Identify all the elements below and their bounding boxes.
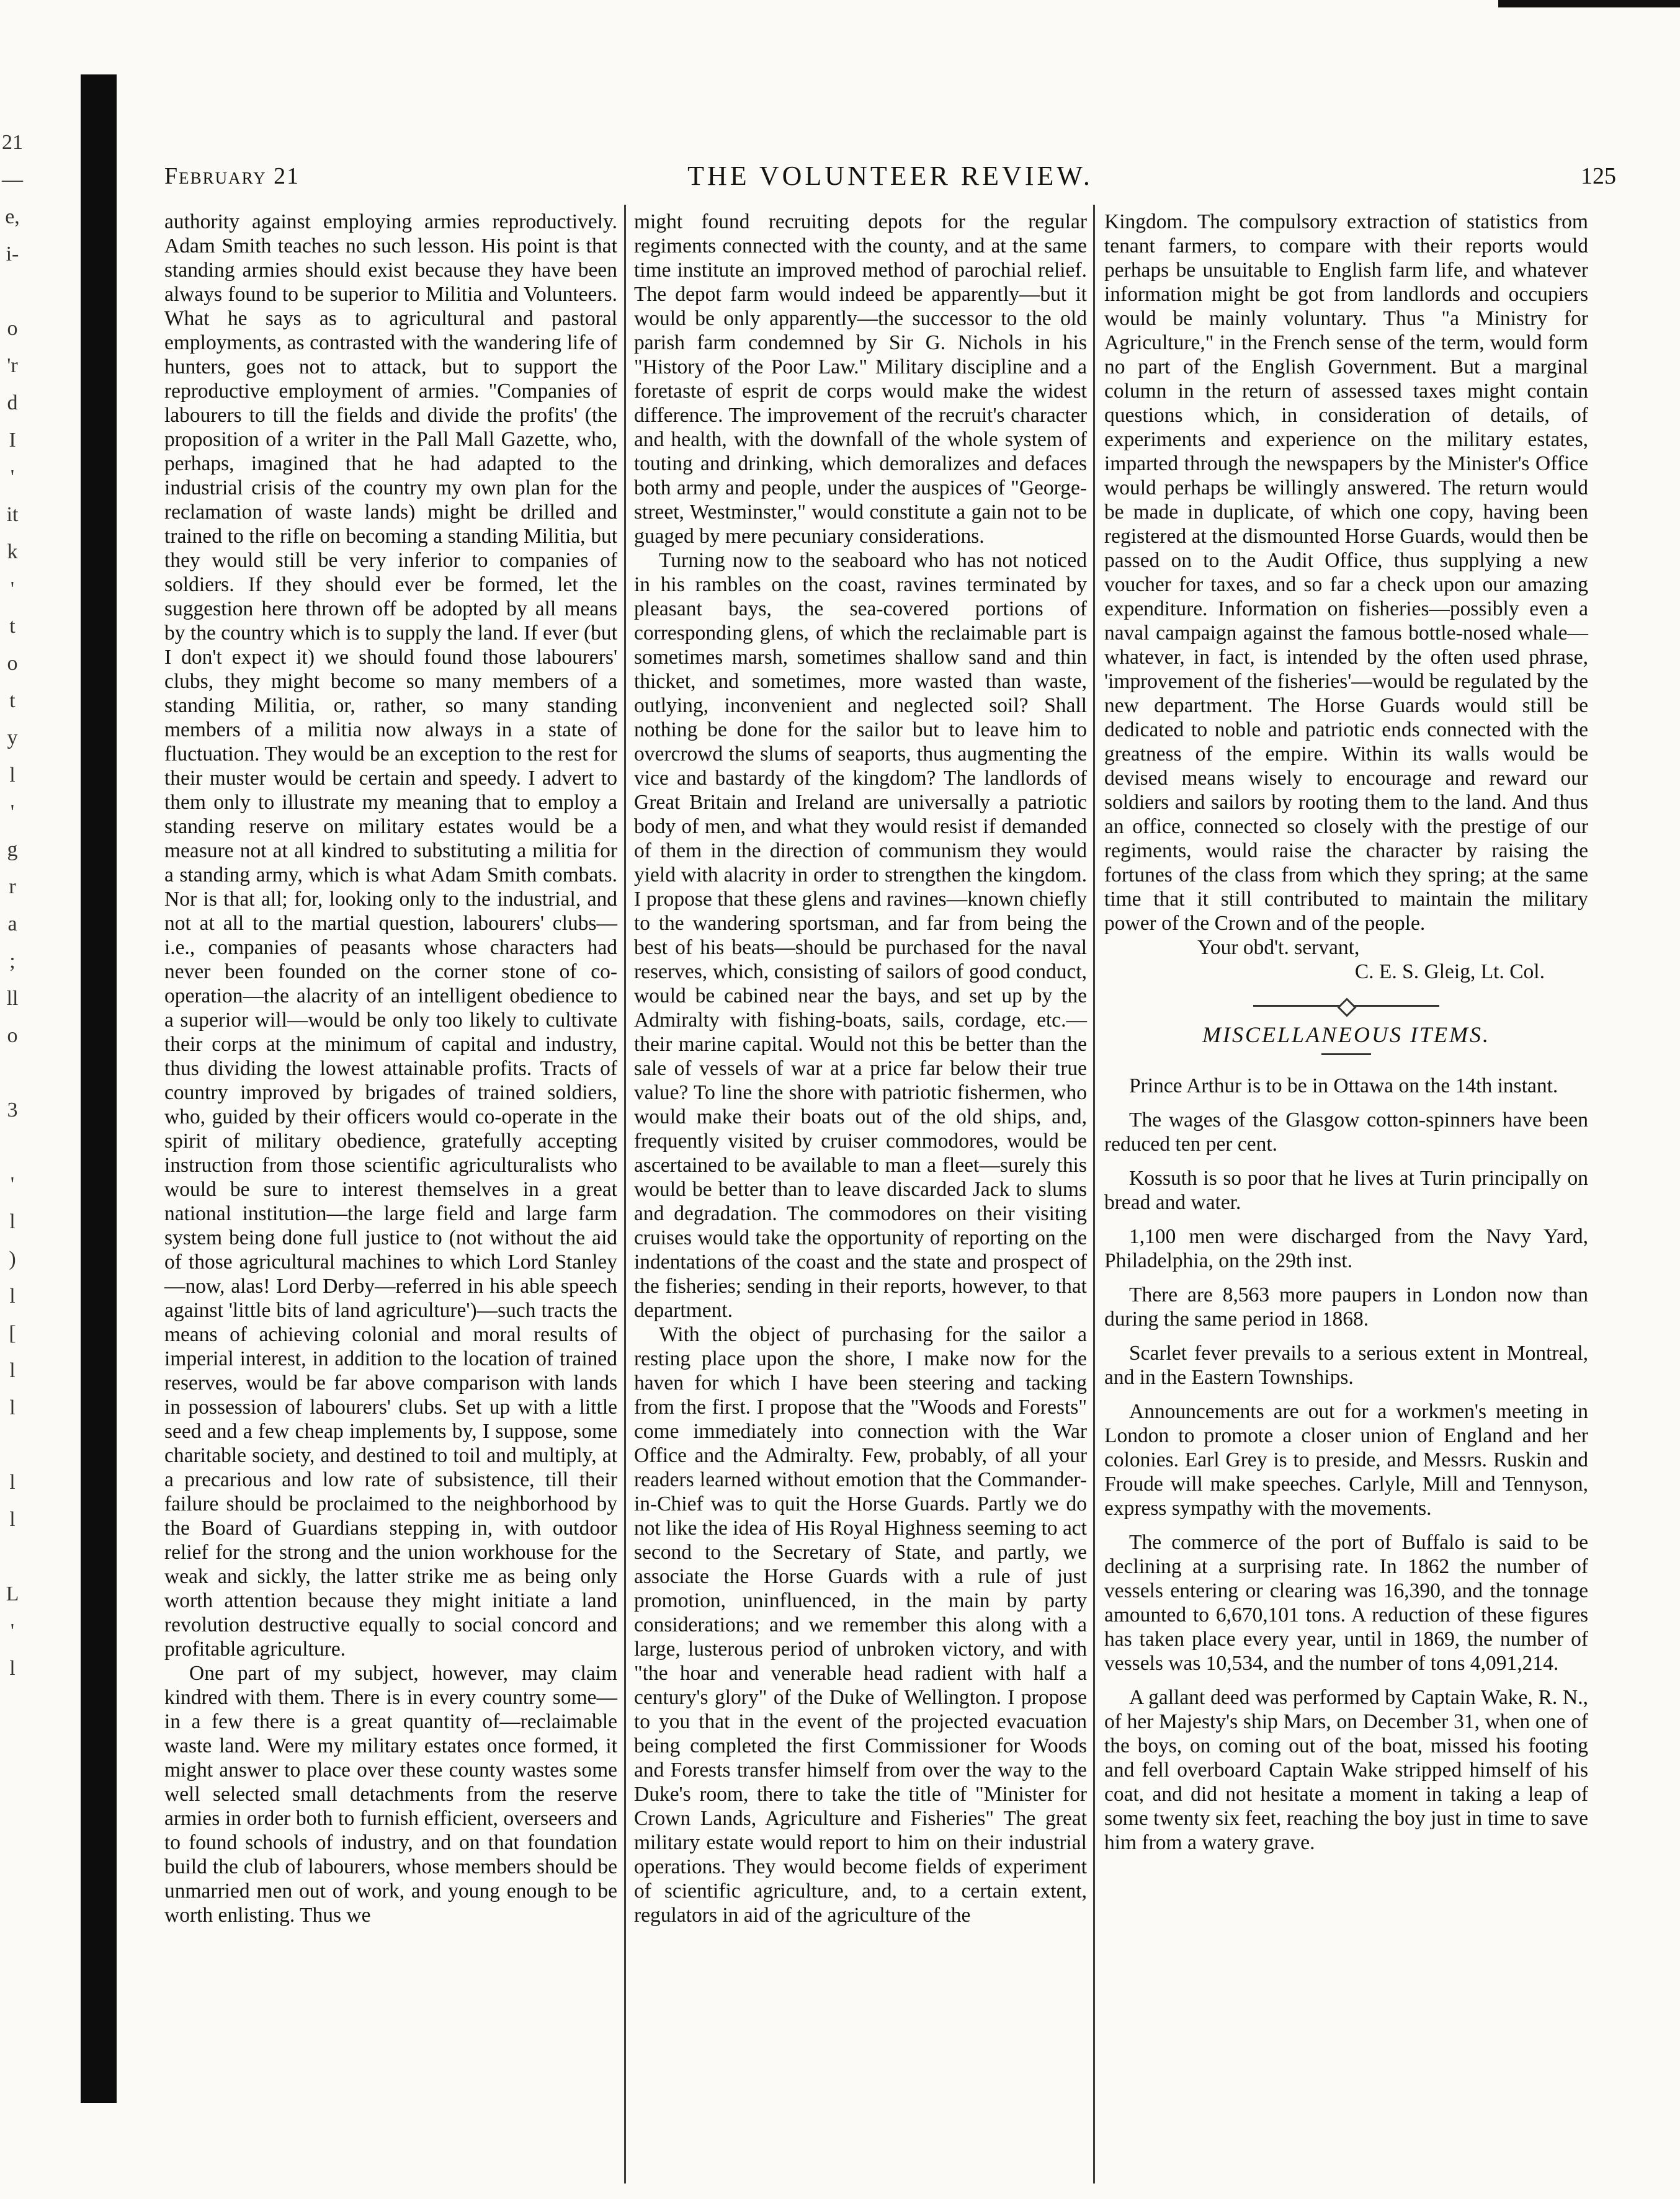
news-item: The commerce of the port of Buffalo is said to be declining at a surprising rate. In 1862 the number of vessels entering or clearing was 16,390, and the tonnage amounted to 6,670,101 tons. A reduction of these figures has taken place every year, until in 1869, the number of vessels was 10,534, and the number of tons 4,091,214. (1104, 1531, 1588, 1675)
margin-char: i- (6, 243, 19, 265)
margin-char (0, 273, 25, 310)
paragraph: One part of my subject, however, may claim kindred with them. There is in every country some—in a few there is a great quantity of—reclaimable waste land. Were my military estates once formed, it might answer to place over these county wastes some well selected small detachments from the reserve armies in order both to furnish efficient, overseers and to found schools of industry, and on that foundation build the club of labourers, whose members should be unmarried men out of work, and young enough to be worth enlisting. Thus we (164, 1662, 617, 1927)
column-3 (1104, 210, 1588, 2182)
section-title: MISCELLANEOUS ITEMS. (1202, 1022, 1490, 1047)
margin-char: l (9, 1508, 16, 1531)
news-item: The wages of the Glasgow cotton-spinners have been reduced ten per cent. (1104, 1108, 1588, 1156)
top-rule (1498, 0, 1680, 7)
page-header (164, 160, 1616, 197)
margin-char (0, 1055, 25, 1092)
margin-char: — (2, 168, 23, 191)
margin-char: l (9, 1657, 16, 1680)
news-item: Announcements are out for a workmen's meeting in London to promote a closer union of England and her colonies. Earl Grey is to preside, and Messrs. Ruskin and Froude will make speeches. Carlyle, Mill and Tennyson, express sympathy with the movements. (1104, 1400, 1588, 1520)
news-item: A gallant deed was performed by Captain Wake, R. N., of her Majesty's ship Mars, on December 31, when one of the boys, on coming out of the boat, missed his footing and fell overboard Captain Wake stripped himself of his coat, and did not hesitate a moment in taking a leap of some twenty six feet, reaching the boy just in time to save him from a watery grave. (1104, 1686, 1588, 1854)
margin-char: ' (10, 578, 15, 600)
margin-char: y (7, 726, 18, 749)
paragraph: Kingdom. The compulsory extraction of statistics from tenant farmers, to compare with their reports would perhaps be unsuitable to English farm life, and whatever information might be got from landlords and occupiers would be mainly voluntary. Thus "a Ministry for Agriculture," in the French sense of the term, would form no part of the English Government. But a marginal column in the return of assessed taxes might contain questions which, in consideration of details, of experiments and experience on the military estates, imparted through the newspapers by the Minister's Office would perhaps be willingly answered. The return would be made in duplicate, of which one copy, having been registered at the dismounted Horse Guards, would then be passed on to the Audit Office, thus supplying a new voucher for taxes, and so far a check upon our amazing expenditure. Information on fisheries—possibly even a naval campaign against the famous bottle-nosed whale—whatever, in fact, is intended by the often used phrase, 'improvement of the fisheries'—would be regulated by the new department. The Horse Guards would still be dedicated to noble and patriotic ends connected with the greatness of the empire. Within its walls would be devised means wisely to encourage and reward our soldiers and sailors by rooting them to the land. And thus an office, connected so closely with the prestige of our regiments, would raise the character by raising the fortunes of the class from which they spring; at the same time that it still contributed to maintain the military power of the Crown and of the people. (1104, 210, 1588, 935)
column-rule-2 (1093, 205, 1095, 2183)
margin-char (0, 1129, 25, 1166)
margin-char: l (9, 1471, 16, 1494)
margin-char: l (9, 764, 16, 787)
margin-char: ' (10, 1620, 15, 1643)
margin-char: l (9, 1285, 16, 1308)
closing-salutation: Your obd't. servant, (1197, 936, 1360, 959)
signature: C. E. S. Gleig, Lt. Col. (1354, 960, 1545, 983)
margin-char: d (7, 391, 18, 414)
margin-char: r (9, 875, 16, 898)
issue-date: February 21 (164, 163, 300, 189)
margin-char: ' (10, 1173, 15, 1196)
margin-char: 3 (7, 1099, 18, 1122)
margin-char: ll (6, 987, 19, 1010)
paragraph: With the object of purchasing for the sailor a resting place upon the shore, I make now for the haven for which I have been steering and tacking from the first. I propose that the "Woods and Forests" come immediately into connection with the War Office and the Admiralty. Few, probably, of all your readers learned without emotion that the Commander-in-Chief was to quit the Horse Guards. Partly we do not like the idea of His Royal Highness seeming to act second to the Secretary of State, and partly, we associate the Horse Guards with a rule of just promotion, uninfluenced, in the main by party considerations; and we remember this along with a large, lusterous period of unbroken victory, and with "the hoar and venerable head radient with half a century's glory" of the Duke of Wellington. I propose to you that in the event of the projected evacuation being completed the first Commissioner for Woods and Forests transfer himself from over the way to the Duke's room, there to take the title of "Minister for Crown Lands, Agriculture and Fisheries" The great military estate would report to him on their industrial operations. They would become fields of experiment of scientific agriculture, and, to a certain extent, regulators in aid of the agriculture of the (634, 1323, 1087, 1927)
margin-char: ' (10, 466, 15, 489)
margin-char: o (7, 652, 18, 675)
margin-char: o (7, 1024, 18, 1047)
margin-char: it (6, 503, 19, 526)
paragraph: authority against employing armies reproductively. Adam Smith teaches no such lesson. His point is that standing armies should exist because they have been always found to be superior to Militia and Volunteers. What he says as to agricultural and pastoral employments, as contrasted with the wandering life of hunters, goes not to attack, but to support the reproductive employment of armies. "Companies of labourers to till the fields and divide the profits' (the proposition of a writer in the Pall Mall Gazette, who, perhaps, imagined that he had adapted to the industrial crisis of the country my own plan for the reclamation of waste lands) might be drilled and trained to the rifle on becoming a standing Militia, but they would still be very inferior to companies of soldiers. If they should ever be formed, let the suggestion here thrown off be adopted by all means by the country which is to supply the land. If ever (but I don't expect it) we should found those labourers' clubs, they might become so many members of a standing Militia, or, rather, so many standing members of a militia now always in a state of fluctuation. They would be an exception to the rest for their muster would be certain and speedy. I advert to them only to illustrate my meaning that to employ a standing reserve on military estates would be a measure not at all kindred to substituting a militia for a standing army, which is what Adam Smith combats. Nor is that all; for, looking only to the industrial, and not at all to the martial question, labourers' clubs—i.e., companies of peasants whose characters had never been founded on the corner stone of co-operation—the alacrity of an intelligent obedience to a superior will—would be only too likely to cultivate their corps at the minimum of capital and industry, thus dividing the lowest attainable profits. Tracts of country improved by brigades of trained soldiers, who, guided by their officers would co-operate in the spirit of military obedience, gratefully accepting instruction from those scientific agriculturalists who would be sure to interest themselves in a great national institution—the large field and large farm system being done full justice to (not without the aid of those agricultural machines to which Lord Stanley—now, alas! Lord Derby—referred in his able speech against 'little bits of land agriculture')—such tracts the means of achieving colonial and moral results of imperial interest, in addition to the location of trained reserves, would be far above comparison with lands in possession of labourers' clubs. Set up with a little seed and a few cheap implements by, I suppose, some charitable society, and destined to toil and multiply, at a precarious and low rate of subsistence, till their failure should be proclaimed to the neighborhood by the Board of Guardians stepping in, with outdoor relief for the strong and the union workhouse for the weak and sickly, the latter strike me as being only worth attention because they might initiate a land revolution destructive equally to social concord and profitable agriculture. (164, 210, 617, 1661)
section-divider (1321, 1053, 1371, 1055)
column-2 (634, 210, 1087, 2182)
news-item: Prince Arthur is to be in Ottawa on the 14th instant. (1129, 1074, 1558, 1097)
paragraph: might found recruiting depots for the regular regiments connected with the county, and at the same time institute an improved method of parochial relief. The depot farm would indeed be apparently—but it would be only apparently—the successor to the old parish farm condemned by Sir G. Nichols in his "History of the Poor Law." Military discipline and a foretaste of esprit de corps would make the widest difference. The improvement of the recruit's character and health, with the downfall of the whole system of touting and drinking, which demoralizes and defaces both army and people, under the auspices of "George-street, Westminster," would constitute a gain not to be guaged by mere pecuniary considerations. (634, 210, 1087, 548)
column-1 (164, 210, 617, 2182)
news-item: There are 8,563 more paupers in London now than during the same period in 1868. (1104, 1283, 1588, 1331)
binding-shadow (81, 74, 117, 2103)
margin-char: k (7, 540, 18, 563)
news-item: Kossuth is so poor that he lives at Turin principally on bread and water. (1104, 1167, 1588, 1214)
margin-char: e, (5, 205, 20, 228)
news-item: Scarlet fever prevails to a serious extent in Montreal, and in the Eastern Townships. (1104, 1342, 1588, 1389)
margin-char: [ (9, 1322, 16, 1345)
margin-char: L (6, 1582, 19, 1605)
margin-char: o (7, 317, 18, 340)
margin-char: I (9, 429, 16, 452)
margin-char (0, 1427, 25, 1464)
margin-char: ' (10, 801, 15, 824)
margin-char: t (9, 689, 16, 712)
margin-char: l (9, 1359, 16, 1382)
margin-char (0, 1538, 25, 1576)
column-rule-1 (624, 205, 626, 2183)
paragraph: Turning now to the seaboard who has not noticed in his rambles on the coast, ravines terminated by pleasant bays, the sea-covered portions of corresponding glens, of which the reclaimable part is sometimes marsh, sometimes shallow sand and thin thicket, and sometimes, more wasted than waste, outlying, inconvenient and neglected soil? Shall nothing be done for the sailor but to leave him to overcrowd the slums of seaports, thus augmenting the vice and bastardy of the kingdom? The landlords of Great Britain and Ireland are universally a patriotic body of men, and what they would resist if demanded of them in the direction of communism they would yield with alacrity in order to strengthen the kingdom. I propose that these glens and ravines—known chiefly to the wandering sportsman, and far from being the best of his beats—should be purchased for the naval reserves, which, consisting of sailors of good conduct, would be cabined near the bays, and set up by the Admiralty with fishing-boats, sails, cordage, etc.—their marine capital. Would not this be better than the sale of vessels of war at a price far below their true value? To line the shore with patriotic fishermen, who would make their boats out of the old ships, and, frequently visited by cruiser commodores, would be ascertained to be available to man a fleet—surely this would be better than to leave discarded Jack to slums and degradation. The commodores on their visiting cruises would take the opportunity of reporting on the indentations of the coast and the state and prospect of the fisheries; sending in their reports, however, to that department. (634, 549, 1087, 1322)
margin-char: ) (9, 1247, 16, 1270)
margin-char: g (7, 838, 18, 861)
margin-char: l (9, 1210, 16, 1233)
adjacent-page-margin (0, 124, 25, 1680)
margin-char: ; (9, 950, 16, 973)
publication-title: THE VOLUNTEER REVIEW. (687, 161, 1093, 191)
margin-char: 21 (2, 131, 23, 154)
letter-closing (1104, 935, 1588, 984)
section-ornament (1253, 1005, 1439, 1007)
news-item: 1,100 men were discharged from the Navy Yard, Philadelphia, on the 29th inst. (1104, 1225, 1588, 1272)
margin-char: l (9, 1396, 16, 1419)
page-number: 125 (1581, 163, 1616, 189)
margin-char: 'r (7, 354, 18, 377)
margin-char: t (9, 615, 16, 638)
margin-char: a (7, 912, 17, 935)
